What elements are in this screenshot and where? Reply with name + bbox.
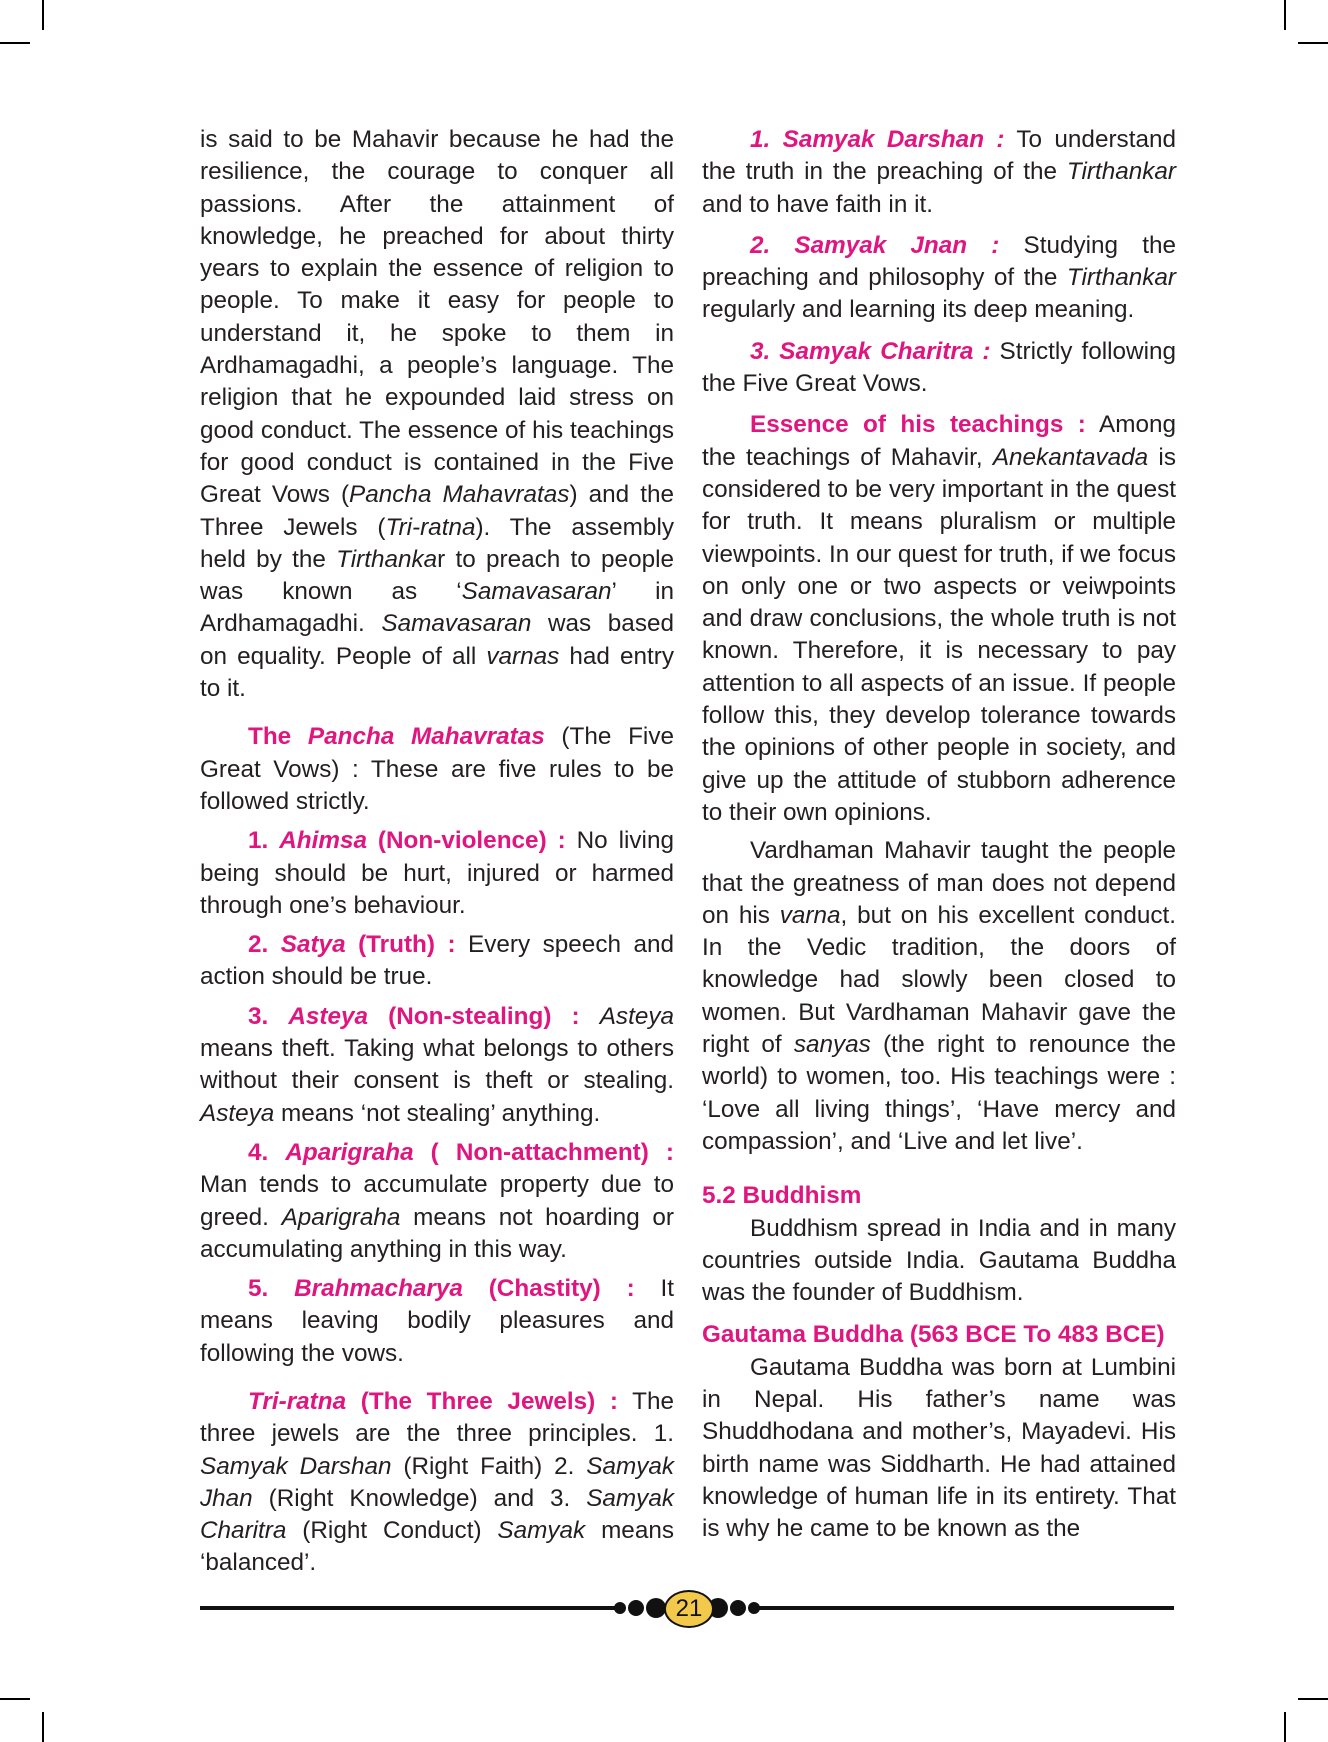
footer-ornament: [646, 1598, 666, 1618]
crop-mark: [1284, 1712, 1286, 1742]
footer-ornament: [628, 1600, 644, 1616]
vow-satya: 2. Satya (Truth) : Every speech and action should be true.: [200, 931, 674, 991]
footer-ornament: [614, 1602, 626, 1614]
vow-brahmacharya: 5. Brahmacharya (Chastity) : It means leaving bodily pleasures and following the vows.: [200, 1275, 674, 1367]
crop-mark: [42, 0, 44, 30]
crop-mark: [1298, 1698, 1328, 1700]
left-column: [200, 124, 674, 1580]
crop-mark: [0, 42, 30, 44]
crop-mark: [1298, 42, 1328, 44]
page-number: 21: [664, 1590, 714, 1628]
intro-paragraph: is said to be Mahavir because he had the resilience, the courage to conquer all passions. After the attainment of knowledge, he preached for about thirty years to explain the essence of religion to people. To make it easy for people to understand it, he spoke to them in Ardhamagadhi, a people’s language. The religion that he expounded laid stress on good conduct. The essence of his teachings for good conduct is contained in the Five Great Vows (Pancha Mahavratas) and the Three Jewels (Tri-ratna). The assembly held by the Tirthankar to preach to people was known as ‘Samavasaran’ in Ardhamagadhi. Samavasaran was based on equality. People of all varnas had entry to it.: [200, 126, 674, 703]
crop-mark: [0, 1698, 30, 1700]
tri-ratna-paragraph: Tri-ratna (The Three Jewels) : The three jewels are the three principles. 1. Samyak Darshan (Right Faith) 2. Samyak Jhan (Right Knowledge) and 3. Samyak Charitra (Right Conduct) Samyak means ‘balanced’.: [200, 1387, 675, 1577]
crop-mark: [42, 1712, 44, 1742]
vow-ahimsa: 1. Ahimsa (Non-violence) : No living being should be hurt, injured or harmed through one’s behaviour.: [200, 827, 674, 919]
vow-asteya: 3. Asteya (Non-stealing) : Asteya means theft. Taking what belongs to others without their consent is theft or stealing. Asteya means ‘not stealing’ anything.: [200, 1002, 674, 1127]
jewel-samyak-darshan: 1. Samyak Darshan : To understand the truth in the preaching of the Tirthankar and to have faith in it.: [702, 126, 1176, 218]
pancha-mahavratas-paragraph: The Pancha Mahavratas (The Five Great Vows) : These are five rules to be followed strictly.: [200, 723, 674, 815]
buddhism-heading: 5.2 Buddhism: [702, 1182, 862, 1210]
gautama-heading: Gautama Buddha (563 BCE To 483 BCE): [702, 1321, 1165, 1349]
right-column: [702, 124, 1176, 1545]
gautama-paragraph: Gautama Buddha was born at Lumbini in Nepal. His father’s name was Shuddhodana and mother’s, Mayadevi. His birth name was Siddharth. He had attained knowledge of human life in its entirety. That is why he came to be known as the: [702, 1353, 1176, 1543]
footer-ornament: [748, 1602, 760, 1614]
footer-rule-right: [756, 1606, 1174, 1610]
footer-rule-left: [200, 1606, 618, 1610]
vardhaman-paragraph: Vardhaman Mahavir taught the people that the greatness of man does not depend on his varna, but on his excellent conduct. In the Vedic tradition, the doors of knowledge had slowly been closed to women. But Vardhaman Mahavir gave the right of sanyas (the right to renounce the world) to women, too. His teachings were : ‘Love all living things’, ‘Have mercy and compassion’, and ‘Live and let live’.: [702, 837, 1176, 1155]
jewel-samyak-jnan: 2. Samyak Jnan : Studying the preaching and philosophy of the Tirthankar regularly and learning its deep meaning.: [702, 231, 1176, 324]
essence-paragraph: Essence of his teachings : Among the teachings of Mahavir, Anekantavada is considered to be very important in the quest for truth. It means pluralism or multiple viewpoints. In our quest for truth, if we focus on only one or two aspects or veiwpoints and draw conclusions, the whole truth is not known. Therefore, it is necessary to pay attention to all aspects of an issue. If people follow this, they develop tolerance towards the opinions of other people in society, and give up the attitude of stubborn adherence to their own opinions.: [702, 411, 1177, 826]
footer-ornament: [730, 1600, 746, 1616]
crop-mark: [1284, 0, 1286, 30]
jewel-samyak-charitra: 3. Samyak Charitra : Strictly following the Five Great Vows.: [702, 337, 1177, 398]
vow-aparigraha: 4. Aparigraha ( Non-attachment) : Man tends to accumulate property due to greed. Aparigraha means not hoarding or accumulating anything in this way.: [200, 1138, 674, 1263]
buddhism-paragraph: Buddhism spread in India and in many countries outside India. Gautama Buddha was the founder of Buddhism.: [702, 1214, 1176, 1307]
